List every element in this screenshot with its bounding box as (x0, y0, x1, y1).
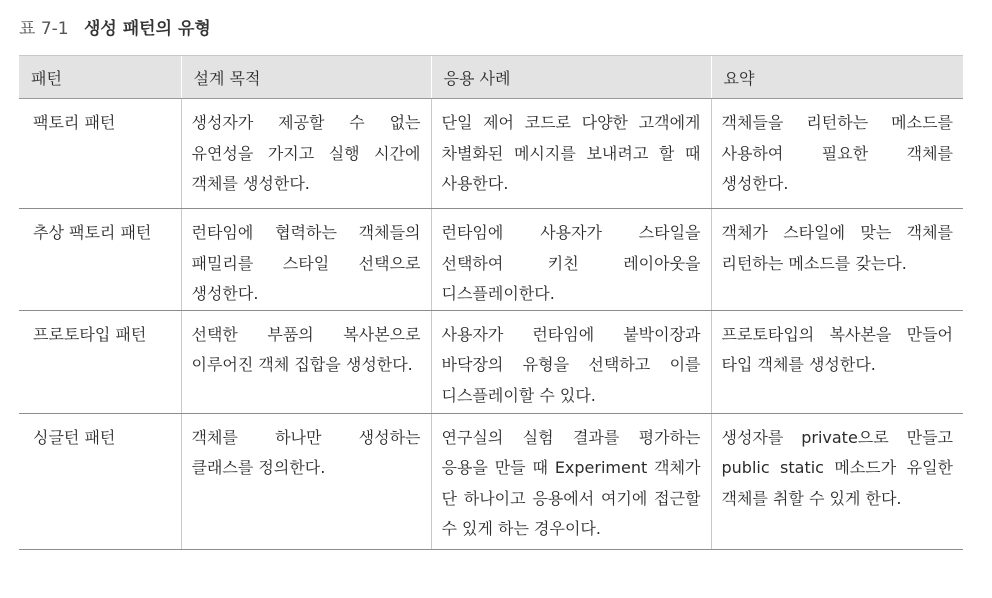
cell-pattern: 추상 팩토리 패턴 (19, 209, 181, 311)
cell-pattern: 팩토리 패턴 (19, 99, 181, 209)
table-row-singleton (19, 413, 963, 549)
header-pattern: 패턴 (19, 56, 181, 99)
header-example: 응용 사례 (431, 56, 711, 99)
cell-summary: 프로토타입의 복사본을 만들어 타입 객체를 생성한다. (711, 310, 963, 413)
cell-summary: 생성자를 private으로 만들고 public static 메소드가 유일한 객체를 취할 수 있게 한다. (711, 413, 963, 549)
table-number: 표 7-1 (19, 19, 69, 39)
cell-purpose: 생성자가 제공할 수 없는 유연성을 가지고 실행 시간에 객체를 생성한다. (181, 99, 431, 209)
cell-example: 단일 제어 코드로 다양한 고객에게 차별화된 메시지를 보내려고 할 때 사용한다. (431, 99, 711, 209)
creational-patterns-table (19, 55, 963, 550)
cell-pattern: 프로토타입 패턴 (19, 310, 181, 413)
cell-example: 사용자가 런타임에 붙박이장과 바닥장의 유형을 선택하고 이를 디스플레이할 수 있다. (431, 310, 711, 413)
cell-summary: 객체가 스타일에 맞는 객체를 리턴하는 메소드를 갖는다. (711, 209, 963, 311)
table-title: 생성 패턴의 유형 (84, 19, 211, 39)
cell-example: 연구실의 실험 결과를 평가하는 응용을 만들 때 Experiment 객체가 단 하나이고 응용에서 여기에 접근할 수 있게 하는 경우이다. (431, 413, 711, 549)
cell-purpose: 객체를 하나만 생성하는 클래스를 정의한다. (181, 413, 431, 549)
cell-purpose: 런타임에 협력하는 객체들의 패밀리를 스타일 선택으로 생성한다. (181, 209, 431, 311)
cell-purpose: 선택한 부품의 복사본으로 이루어진 객체 집합을 생성한다. (181, 310, 431, 413)
cell-example: 런타임에 사용자가 스타일을 선택하여 키친 레이아웃을 디스플레이한다. (431, 209, 711, 311)
table-header-row (19, 56, 963, 99)
table-row-prototype (19, 310, 963, 413)
header-summary: 요약 (711, 56, 963, 99)
table-row-abstract-factory (19, 209, 963, 311)
header-purpose: 설계 목적 (181, 56, 431, 99)
table-caption (19, 17, 211, 41)
table-row-factory (19, 99, 963, 209)
cell-summary: 객체들을 리턴하는 메소드를 사용하여 필요한 객체를 생성한다. (711, 99, 963, 209)
cell-pattern: 싱글턴 패턴 (19, 413, 181, 549)
